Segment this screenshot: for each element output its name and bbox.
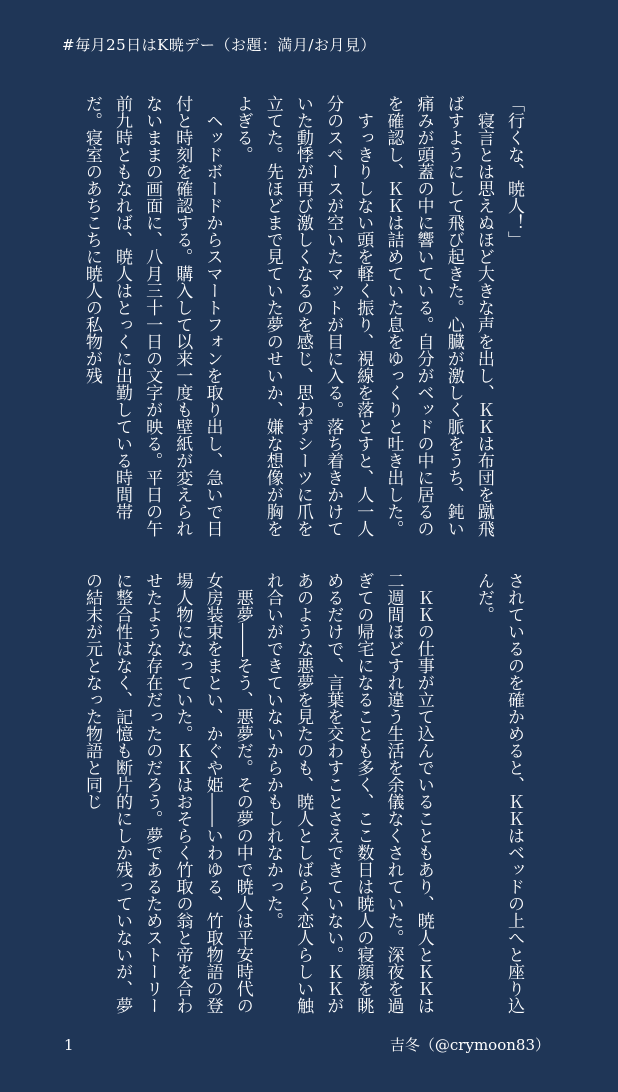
text-block-top — [60, 95, 529, 540]
paragraph-continued: されているのを確かめると、ＫＫはベッドの上へと座り込んだ。 — [473, 572, 524, 1014]
page-number: 1 — [64, 1036, 74, 1054]
author-credit: 吉冬（@crymoon83） — [389, 1036, 550, 1054]
paragraph: ヘッドボードからスマートフォンを取り出し、急いで日付と時刻を確認する。購入して以来一度も壁紙が変えられないままの画面に、八月三十一日の文字が映る。平日の午前九時ともなれば、暁人はとっくに出勤している時間帯だ。寝室のあちこちに暁人の私物が残 — [81, 95, 223, 537]
text-block-bottom — [60, 572, 529, 1022]
paragraph: 寝言とは思えぬほど大きな声を出し、ＫＫは布団を蹴飛ばすようにして飛び起きた。心臓が激しく脈をうち、鈍い痛みが頭蓋の中に響いている。自分がベッドの中に居るのを確認し、ＫＫは詰めていた息をゆっくりと吐き出した。 — [383, 95, 494, 537]
blank-line — [439, 572, 469, 1022]
paragraph: すっきりしない頭を軽く振り、視線を落とすと、人一人分のスペースが空いたマットが目に入る。落ち着きかけていた動悸が再び激しくなるのを感じ、思わずシーツに爪を立てた。先ほどまで見ていた夢のせいか、嫌な想像が胸をよぎる。 — [232, 95, 374, 537]
page-header-hashtag: #毎月25日はK暁デー（お題：満月/お月見） — [62, 36, 376, 54]
paragraph: 悪夢――そう、悪夢だ。その夢の中で暁人は平安時代の女房装束をまとい、かぐや姫――いわゆる、竹取物語の登場人物になっていた。ＫＫはおそらく竹取の翁と帝を合わせたような存在だったのだろう。夢であるためストーリーに整合性はなく、記憶も断片的にしか残っていないが、夢の結末が元となった物語と同じ — [81, 572, 253, 1014]
paragraph-dialogue: 「行くな、暁人！」 — [504, 95, 524, 248]
paragraph: ＫＫの仕事が立て込んでいることもあり、暁人とＫＫは二週間ほどすれ違う生活を余儀なくされていた。深夜を過ぎての帰宅になることも多く、ここ数日は暁人の寝顔を眺めるだけで、言葉を交わすことさえできていない。ＫＫがあのような悪夢を見たのも、暁人としばらく恋人らしい触れ合いができていないからかもしれなかった。 — [262, 572, 434, 1014]
